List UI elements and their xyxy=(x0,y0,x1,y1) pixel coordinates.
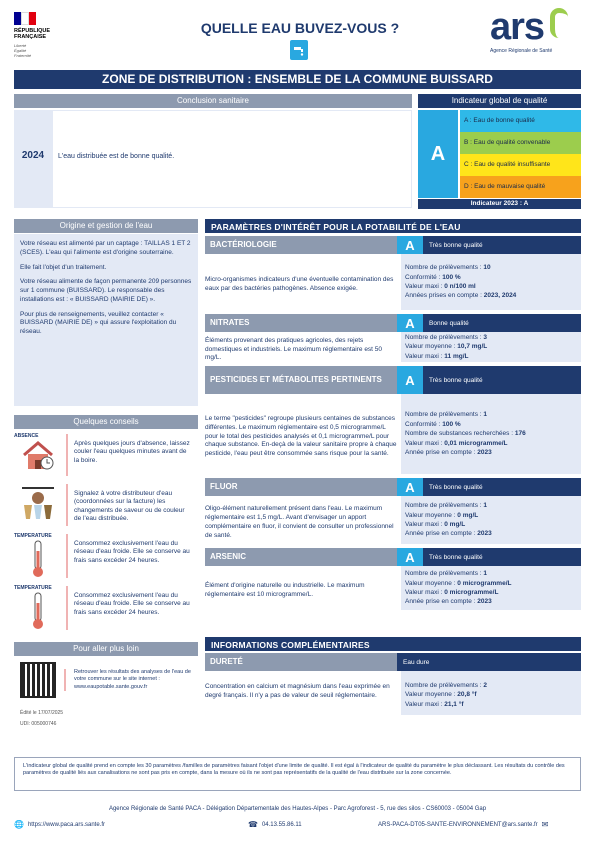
footer-address: Agence Régionale de Santé PACA - Délégation Départementale des Hautes-Alpes - Parc Agroforest - 5, rue des silos - CS60003 - 05004 Gap xyxy=(108,806,487,812)
param-quality: Très bonne qualité xyxy=(423,478,581,496)
conseils-list xyxy=(14,430,198,630)
footer-phone[interactable] xyxy=(248,820,302,829)
ars-subtitle: Agence Régionale de Santé xyxy=(490,48,553,54)
origine-header: Origine et gestion de l'eau xyxy=(14,219,198,233)
indicator-panel xyxy=(418,110,581,198)
thermometer-icon xyxy=(28,591,48,631)
param-stat: Valeur moyenne : 0 mg/L xyxy=(405,511,479,519)
footer-phone-number[interactable]: 04.13.55.86.11 xyxy=(261,821,302,828)
info-header: INFORMATIONS COMPLÉMENTAIRES xyxy=(205,637,581,651)
info-row-head xyxy=(205,653,581,671)
param-stats xyxy=(401,394,581,474)
param-stats xyxy=(401,496,581,544)
phone-icon: ☎ xyxy=(248,820,258,829)
param-quality: Très bonne qualité xyxy=(423,548,581,566)
indicator-legend-item: B : Eau de qualité convenable xyxy=(460,132,581,154)
param-name: PESTICIDES ET MÉTABOLITES PERTINENTS xyxy=(205,366,397,394)
indicator-grade: A xyxy=(418,110,458,198)
indicator-legend-item: A : Eau de bonne qualité xyxy=(460,110,581,132)
param-stats xyxy=(401,566,581,610)
indicator-header: Indicateur global de qualité xyxy=(418,94,581,108)
conseil-item xyxy=(14,430,198,480)
conclusion-year: 2024 xyxy=(21,150,45,161)
param-stat: Nombre de prélèvements : 10 xyxy=(405,264,491,272)
param-grade: A xyxy=(397,314,423,332)
param-stat: Valeur maxi : 0 n/100 ml xyxy=(405,283,476,290)
param-stat: Valeur maxi : 0,01 microgramme/L xyxy=(405,439,508,447)
param-stat: Nombre de substances recherchées : 176 xyxy=(405,430,526,438)
conseil-label: TEMPERATURE xyxy=(14,533,52,539)
edited-date: Édité le 17/07/2025 xyxy=(20,710,64,716)
param-stat: Année prise en compte : 2023 xyxy=(405,449,492,457)
param-stat: Nombre de prélèvements : 1 xyxy=(405,570,488,578)
conseil-label: ABSENCE xyxy=(14,433,39,439)
param-stat: Année prise en compte : 2023 xyxy=(405,598,492,606)
conseil-item xyxy=(14,480,198,530)
info-stat: Valeur moyenne : 20,8 °f xyxy=(405,691,477,699)
param-stat: Valeur maxi : 11 mg/L xyxy=(405,352,469,360)
footer-email[interactable] xyxy=(378,820,548,829)
param-stat: Conformité : 100 % xyxy=(405,420,461,428)
param-description: Élément d'origine naturelle ou industrielle. Le maximum réglementaire est 10 microgramme/L. xyxy=(205,582,365,598)
mail-icon: ✉ xyxy=(541,820,549,829)
origine-p2: Elle fait l'objet d'un traitement. xyxy=(20,263,107,271)
param-stat: Années prises en compte : 2023, 2024 xyxy=(405,292,517,300)
param-description: Oligo-élément naturellement présent dans l'eau. Le maximum réglementaire est 1,5 mg/L. Avant d'envisager un apport complémentaire en fluor, il convient de consulter un professionnel de santé. xyxy=(205,505,394,539)
indicator-footer: Indicateur 2023 : A xyxy=(418,199,581,209)
conseil-item xyxy=(14,582,198,634)
param-block xyxy=(205,478,581,544)
gov-logo: RÉPUBLIQUE FRANÇAISE Liberté Égalité Fraternité xyxy=(14,12,54,60)
tap-icon xyxy=(290,40,308,60)
house-icon xyxy=(20,439,56,471)
info-stats xyxy=(401,671,581,715)
param-name: FLUOR xyxy=(205,478,397,496)
conseil-text: Consommez exclusivement l'eau du réseau d'eau froide. Elle se conserve au frais sans excéder 24 heures. xyxy=(66,534,198,578)
info-body xyxy=(205,671,581,715)
footer-email-address[interactable]: ARS-PACA-DT05-SANTE-ENVIRONNEMENT@ars.sante.fr xyxy=(378,821,538,828)
param-stat: Valeur moyenne : 10,7 mg/L xyxy=(405,343,488,351)
conclusion-panel xyxy=(14,110,412,208)
params-header: PARAMÈTRES D'INTÉRÊT POUR LA POTABILITÉ DE L'EAU xyxy=(205,219,581,233)
footer-website[interactable] xyxy=(14,820,105,829)
param-stat: Valeur maxi : 0 mg/L xyxy=(405,521,466,528)
param-description: Le terme "pesticides" regroupe plusieurs centaines de substances différentes. Le maximum réglementaire est 0,5 microgramme/L pour le total des pesticides analysés et 0,1 microgramme/L pour chaque substance. En-deçà de la valeur sanitaire propre à chaque pesticide, l'eau peut être consommée sans risque pour la santé. xyxy=(205,415,397,458)
param-quality: Bonne qualité xyxy=(423,314,581,332)
marianne-emblem xyxy=(14,12,36,25)
param-block xyxy=(205,366,581,474)
conseil-text: Signalez à votre distributeur d'eau (coordonnées sur la facture) les changements de saveur ou de couleur de l'eau distribuée. xyxy=(66,484,198,526)
param-stats xyxy=(401,332,581,362)
conseil-item xyxy=(14,530,198,582)
param-stat: Valeur moyenne : 0 microgramme/L xyxy=(405,579,512,587)
qr-code[interactable] xyxy=(20,662,56,698)
info-name: DURETÉ xyxy=(205,653,397,671)
indicator-legend-item: C : Eau de qualité insuffisante xyxy=(460,154,581,176)
origine-p3: Votre réseau alimente de façon permanente 209 personnes sur 1 commune (BUISSARD). Le responsable des installations est : « BUISSARD (MAIRIE DE) ». xyxy=(20,278,192,303)
param-grade: A xyxy=(397,548,423,566)
thermometer-icon xyxy=(28,539,48,579)
plus-loin-header: Pour aller plus loin xyxy=(14,642,198,656)
info-quality: Eau dure xyxy=(397,653,581,671)
param-grade: A xyxy=(397,236,423,254)
param-block xyxy=(205,236,581,310)
water-color-icon xyxy=(18,483,58,523)
param-description: Micro-organismes indicateurs d'une éventuelle contamination des eaux par des bactéries pathogènes. Absence exigée. xyxy=(205,276,394,292)
page-title: QUELLE EAU BUVEZ-VOUS ? xyxy=(200,20,400,36)
origine-p1: Votre réseau est alimenté par un captage : TAILLAS 1 ET 2 (SCES). L'eau qui l'alimente est d'origine souterraine. xyxy=(20,240,191,256)
conclusion-header: Conclusion sanitaire xyxy=(14,94,412,108)
param-quality: Très bonne qualité xyxy=(423,366,581,394)
plus-loin-text: Retrouver les résultats des analyses de l'eau de votre commune sur le site internet : www.eaupotable.sante.gouv.fr xyxy=(64,669,198,690)
conseil-label: TEMPERATURE xyxy=(14,585,52,591)
param-grade: A xyxy=(397,478,423,496)
zone-title: ZONE DE DISTRIBUTION : ENSEMBLE DE LA COMMUNE BUISSARD xyxy=(14,70,581,89)
indicator-legend-item: D : Eau de mauvaise qualité xyxy=(460,176,581,198)
footer-website-link[interactable]: https://www.paca.ars.sante.fr xyxy=(27,821,106,828)
gov-logo-text: RÉPUBLIQUE FRANÇAISE xyxy=(14,28,51,41)
note-box xyxy=(14,757,581,791)
param-stat: Année prise en compte : 2023 xyxy=(405,530,492,538)
plus-loin-panel xyxy=(14,658,198,702)
param-name: ARSENIC xyxy=(205,548,397,566)
ars-logo-text: ars xyxy=(490,6,545,48)
udi: UDI: 005000746 xyxy=(20,721,57,727)
param-stat: Nombre de prélèvements : 1 xyxy=(405,411,488,419)
param-stat: Nombre de prélèvements : 3 xyxy=(405,333,488,341)
ars-logo xyxy=(490,8,585,60)
param-description: Éléments provenant des pratiques agricoles, des rejets domestiques et industriels. Le maximum réglementaire est 50 mg/L. xyxy=(205,336,383,362)
conseil-text: Après quelques jours d'absence, laissez couler l'eau quelques minutes avant de la boire. xyxy=(66,434,198,476)
origine-panel xyxy=(14,234,198,406)
conseil-text: Consommez exclusivement l'eau du réseau d'eau froide. Elle se conserve au frais sans excéder 24 heures. xyxy=(66,586,198,630)
param-name: NITRATES xyxy=(205,314,397,332)
param-stat: Conformité : 100 % xyxy=(405,273,461,281)
conseils-header: Quelques conseils xyxy=(14,415,198,429)
info-description: Concentration en calcium et magnésium dans l'eau exprimée en degré français. Il n'y a pas de valeur de seuil réglementaire. xyxy=(205,683,390,699)
param-stat: Valeur maxi : 0 microgramme/L xyxy=(405,589,499,596)
origine-p4: Pour plus de renseignements, veuillez contacter « BUISSARD (MAIRIE DE) » qui assure l'exploitation du réseau. xyxy=(20,310,177,336)
conclusion-text: L'eau distribuée est de bonne qualité. xyxy=(58,153,175,160)
param-block xyxy=(205,548,581,610)
param-quality: Très bonne qualité xyxy=(423,236,581,254)
info-stat: Nombre de prélèvements : 2 xyxy=(405,682,488,689)
note-text: L'indicateur global de qualité prend en compte les 30 paramètres /familles de paramètres faisant l'objet d'une limite de qualité. Il est égal à l'indicateur de qualité du paramètre le plus déclassant. Les résultats du contrôle des paramètres de qualité liés aux canalisations ne sont pas pris en compte, dans la mesure où ils ne sont pas représentatifs de la qualité de l'eau distribuée sur la zone concernée. xyxy=(23,763,565,777)
param-stat: Nombre de prélèvements : 1 xyxy=(405,502,488,510)
globe-icon: 🌐 xyxy=(14,820,24,829)
info-stat: Valeur maxi : 21,1 °f xyxy=(405,700,464,708)
param-stats xyxy=(401,254,581,310)
param-block xyxy=(205,314,581,362)
param-name: BACTÉRIOLOGIE xyxy=(205,236,397,254)
param-grade: A xyxy=(397,366,423,394)
